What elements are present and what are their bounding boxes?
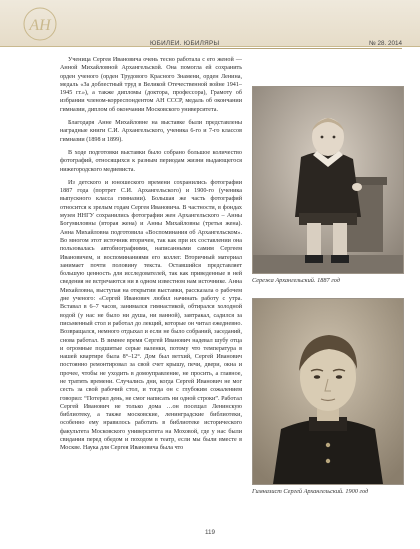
figure-caption: Сережа Архангельский. 1887 год [252, 277, 340, 284]
child-portrait-photo [252, 86, 404, 274]
section-title: ЮБИЛЕИ. ЮБИЛЯРЫ [150, 40, 220, 47]
student-portrait-photo [252, 298, 404, 485]
article-text-column [60, 56, 242, 518]
article-paragraph: Ученица Сергея Ивановича очень тесно работала с его женой — Анной Михайловной Архангельской. Она помогла ей сохранить орден ученого (орден Трудового Красного Знамени, орден Ленина, медаль «За доблестный труд в Великой Отечественной войне 1941–1945 гг.»), а также дипломы (доктора, профессора), Грамоту об избрании членом-корреспондентом АН СССР, медаль об окончании гимназии, диплом об окончании Московского университета. [60, 57, 242, 113]
page-number: 119 [204, 529, 216, 536]
article-paragraph: Благодаря Анне Михайловне на выставке были представлены наградные книги С.И. Архангельского, ученика 6-го и 7-го классов гимназии (1898 и 1899). [60, 120, 242, 143]
figure-caption: Гимназист Сергей Архангельский. 1900 год [252, 488, 369, 495]
article-paragraph: В ходе подготовки выставки было собрано большое количество фотографий, относящихся к разным периодам жизни выдающегося нижегородского медиевиста. [60, 149, 242, 173]
header-rule [150, 48, 402, 49]
journal-monogram-logo [22, 6, 58, 42]
svg-text:АН: АН [29, 17, 51, 34]
issue-number: № 28. 2014 [368, 40, 402, 47]
article-paragraph: Из детского и юношеского времени сохранились фотографии 1887 года (портрет С.И. Архангельского) и 1900-го (ученика выпускного класса гимназии). Большая же часть фотографий относится к зрелым годам Сергея Ивановича. В частности, в фондах музея ННГУ сохранились фотографии жен Архангельского – Анны Богумиловны (вторая жена) и Анны Михайловны (третья жена). Анна Михайловна подготовила «Воспоминания об Архангельском». Во многом этот источник вторичен, так как при их составлении она пользовалась автобиографиями, написанными самим Сергеем Ивановичем, и воспоминаниями его коллег. Вторичный материал занимает почти половину текста. Оставшийся представляет большую ценность для исследователей, так как приведенные в ней сведения не встречаются ни в одном известном нам источнике. Анна Михайловна, выступая на открытии выставки, рассказала о рабочем дне ученого: «Сергей Иванович любил начинать работу с утра. Вставал в 6–7 часов, занимался гимнастикой, обтирался холодной водой (у нас не было ни душа, ни ванной), завтракал, садился за письменный стол и работал до лекций, которые он читал ежедневно. Возвращался, немного отдыхал и если не было собраний, заседаний, снова работал. В зимнее время Сергей Иванович надевал шубу отца и огромные подшитые серые валенки, потому что температура в нашей квартире была 8°–12°. Дом был ветхий, Сергей Иванович постоянно ремонтировал за свой счет крышу, печи, двери, окна и прочее, чтобы не уходить в домоуправление, не просить, а главное, не тратить времени. Случались дни, когда Сергей Иванович не мог сесть за свой рабочий стол, и тогда он с глубоким сожалением говорил: “Потерял день, не смог написать ни одной строки”. Работал Сергей Иванович не только дома …он посещал Ленинскую библиотеку, а также московские, ленинградские библиотеки, особенно ему нравилось работать в библиотеке исторического факультета Московского университета на Моховой, где у нас были свидания перед обедом и походом в театр, если мы были вместе в Москве. Наука для Сергея Ивановича была что [60, 179, 242, 452]
